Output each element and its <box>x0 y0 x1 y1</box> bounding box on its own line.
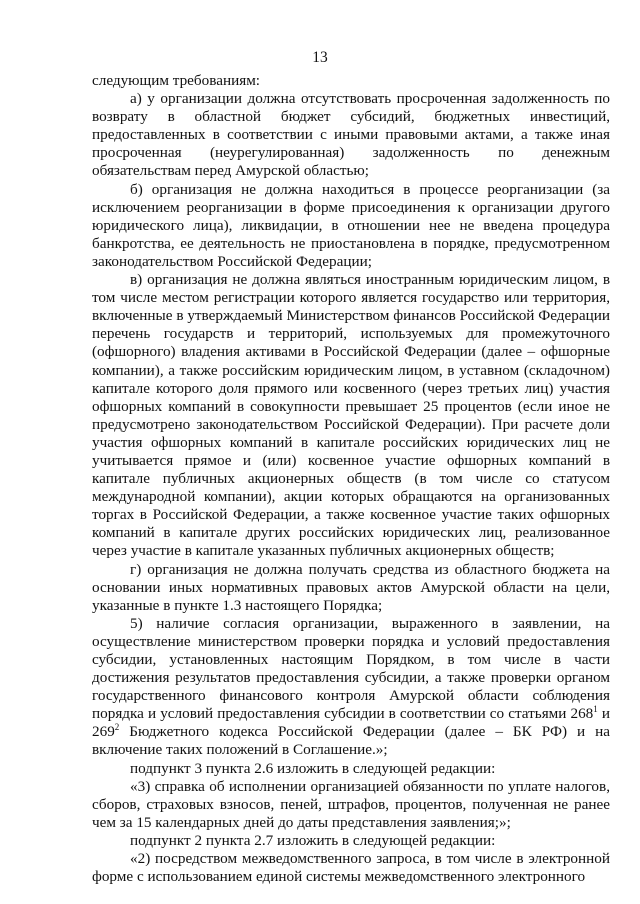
page-number: 13 <box>312 49 328 66</box>
paragraph-item-5 <box>92 615 610 760</box>
document-body <box>92 72 610 886</box>
paragraph-item-g: г) организация не должна получать средства из областного бюджета на основании иных нормативных правовых актов Амурской области на цели, указанные в пункте 1.3 настоящего Порядка; <box>92 560 610 614</box>
paragraph-amend-2-6: подпункт 3 пункта 2.6 изложить в следующей редакции: <box>130 759 496 777</box>
paragraph-item-a: а) у организации должна отсутствовать просроченная задолженность по возврату в областной бюджет субсидий, бюджетных инвестиций, предоставленных в соответствии с иными правовыми актами, а также иная просроченная (неурегулированная) задолженность по денежным обязательствам перед Амурской областью; <box>92 90 610 180</box>
paragraph-continuation: следующим требованиям: <box>92 72 261 89</box>
superscript-2: 2 <box>114 722 120 733</box>
paragraph-item-b: б) организация не должна находиться в процессе реорганизации (за исключением реорганизации в форме присоединения к организации другого юридического лица), ликвидации, в отношении нее не введена процедура банкротства, ее деятельность не приостановлена в порядке, предусмотренном законодательством Российской Федерации; <box>92 180 610 270</box>
paragraph-item-5-text-2: и 269 <box>92 705 610 741</box>
paragraph-item-5-text-3: Бюджетного кодекса Российской Федерации (далее – БК РФ) и на включение таких положений в Соглашение.»; <box>92 723 610 759</box>
paragraph-quote-2: «2) посредством межведомственного запроса, в том числе в электронной форме с использованием единой системы межведомственного электронного <box>92 850 610 886</box>
superscript-1: 1 <box>593 704 598 715</box>
paragraph-item-5-text-1: 5) наличие согласия организации, выраженного в заявлении, на осуществление министерством проверки порядка и условий предоставления субсидии, установленных настоящим Порядком, в том числе в части достижения результатов предоставления субсидии, а также проверки органом государственного финансового контроля Амурской области соблюдения порядка и условий предоставления субсидии в соответствии со статьями 268 <box>92 614 610 723</box>
paragraph-quote-3: «3) справка об исполнении организацией обязанности по уплате налогов, сборов, страховых взносов, пеней, штрафов, процентов, полученная не ранее чем за 15 календарных дней до даты представления заявления;»; <box>92 777 610 831</box>
paragraph-amend-2-7: подпункт 2 пункта 2.7 изложить в следующей редакции: <box>130 831 496 849</box>
paragraph-item-v: в) организация не должна являться иностранным юридическим лицом, в том числе местом регистрации которого является государство или территория, включенные в утверждаемый Министерством финансов Российской Федерации перечень государств и территорий, используемых для промежуточного (офшорного) владения активами в Российской Федерации (далее – офшорные компании), а также российским юридическим лицом, в уставном (складочном) капитале которого доля прямого или косвенного (через третьих лиц) участия офшорных компаний в совокупности превышает 25 процентов (если иное не предусмотрено законодательством Российской Федерации). При расчете доли участия офшорных компаний в капитале российских юридических лиц не учитывается прямое и (или) косвенное участие офшорных компаний в капитале публичных акционерных обществ (в том числе со статусом международной компании), акции которых обращаются на организованных торгах в Российской Федерации, а также косвенное участие таких офшорных компаний в капитале других российских юридических лиц, реализованное через участие в капитале указанных публичных акционерных обществ; <box>92 271 610 560</box>
